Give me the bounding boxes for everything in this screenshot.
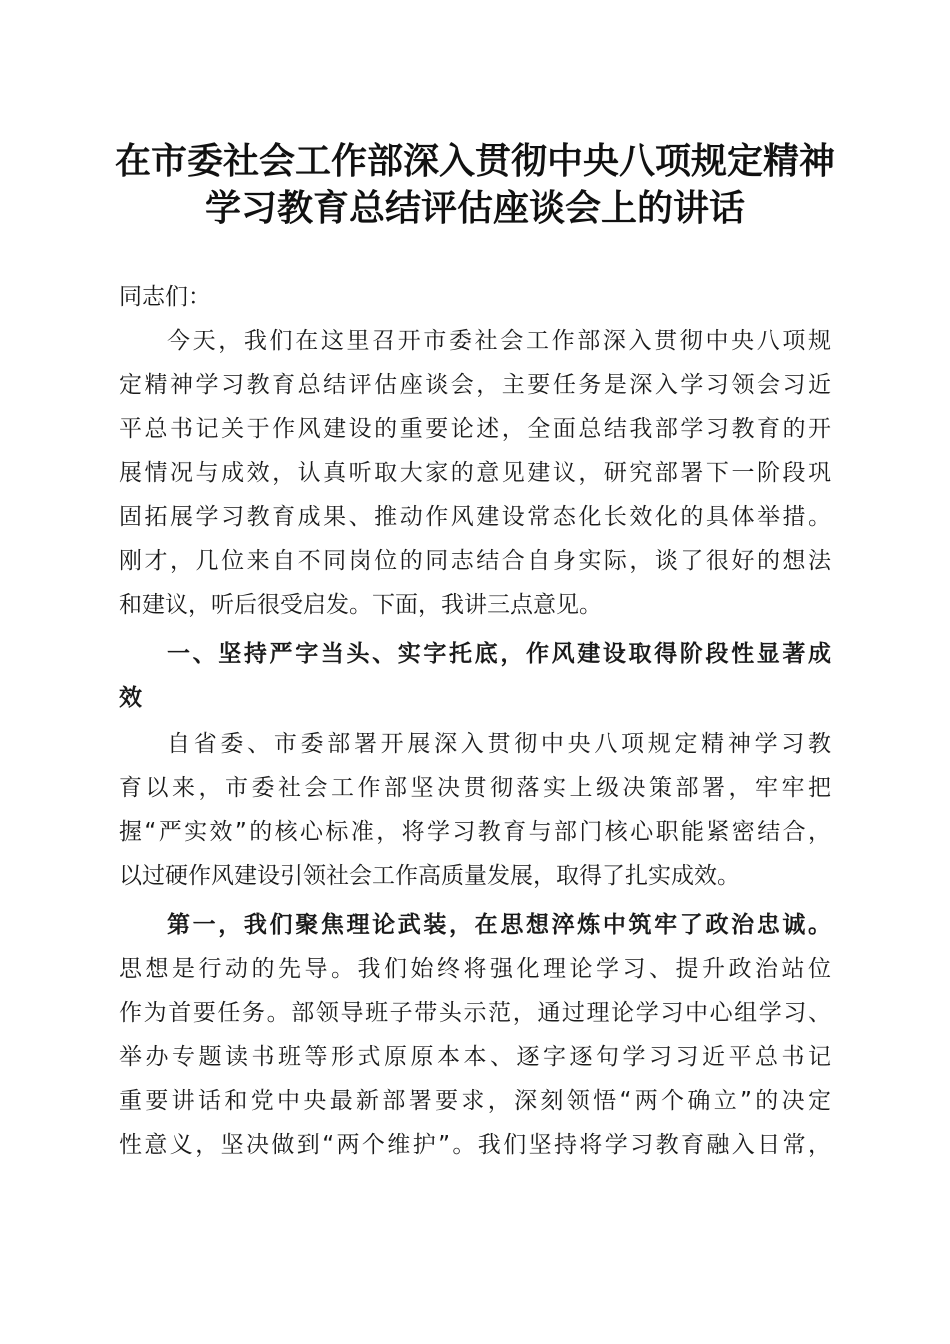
- section-heading-1: 一、坚持严字当头、实字托底，作风建设取得阶段性显著成: [167, 641, 831, 667]
- paragraph-line: 重要讲话和党中央最新部署要求，深刻领悟“两个确立”的决定: [119, 1088, 831, 1114]
- paragraph-line: 刚才，几位来自不同岗位的同志结合自身实际，谈了很好的想法: [119, 548, 831, 574]
- paragraph-line: 性意义，坚决做到“两个维护”。我们坚持将学习教育融入日常，: [119, 1132, 831, 1158]
- paragraph-line: 固拓展学习教育成果、推动作风建设常态化长效化的具体举措。: [119, 504, 831, 530]
- paragraph-line: 定精神学习教育总结评估座谈会，主要任务是深入学习领会习近: [119, 372, 831, 398]
- document-title-line-1: 在市委社会工作部深入贯彻中央八项规定精神: [114, 140, 835, 182]
- paragraph-line: 以过硬作风建设引领社会工作高质量发展，取得了扎实成效。: [119, 863, 740, 889]
- paragraph-line: 自省委、市委部署开展深入贯彻中央八项规定精神学习教: [167, 731, 831, 757]
- paragraph-line: 握“严实效”的核心标准，将学习教育与部门核心职能紧密结合，: [119, 819, 831, 845]
- section-heading-1-cont: 效: [119, 685, 142, 711]
- paragraph-line: 思想是行动的先导。我们始终将强化理论学习、提升政治站位: [119, 956, 831, 982]
- paragraph-line: 展情况与成效，认真听取大家的意见建议，研究部署下一阶段巩: [119, 460, 831, 486]
- paragraph-line: 和建议，听后很受启发。下面，我讲三点意见。: [119, 592, 602, 618]
- paragraph-line: 育以来，市委社会工作部坚决贯彻落实上级决策部署，牢牢把: [119, 775, 831, 801]
- document-title-line-2: 学习教育总结评估座谈会上的讲话: [204, 187, 745, 229]
- paragraph-line: 今天，我们在这里召开市委社会工作部深入贯彻中央八项规: [167, 328, 831, 354]
- subsection-heading: 第一，我们聚焦理论武装，在思想淬炼中筑牢了政治忠诚。: [167, 912, 831, 938]
- greeting: 同志们：: [119, 284, 211, 310]
- paragraph-line: 作为首要任务。部领导班子带头示范，通过理论学习中心组学习、: [119, 1000, 831, 1026]
- paragraph-line: 平总书记关于作风建设的重要论述，全面总结我部学习教育的开: [119, 416, 831, 442]
- paragraph-line: 举办专题读书班等形式原原本本、逐字逐句学习习近平总书记: [119, 1044, 831, 1070]
